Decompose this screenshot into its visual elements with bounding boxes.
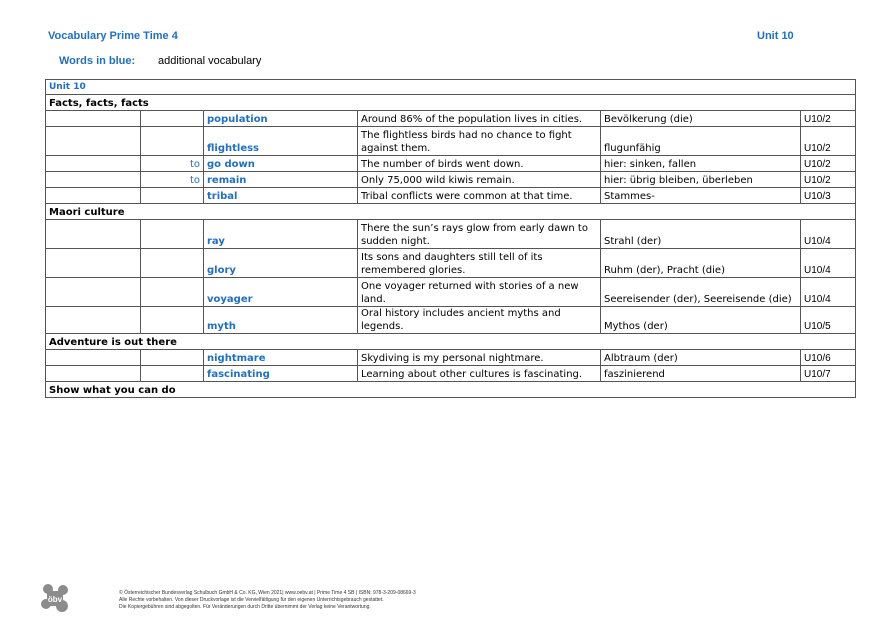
translation: hier: sinken, fallen bbox=[601, 156, 801, 172]
word-prefix bbox=[141, 249, 204, 278]
word-prefix bbox=[141, 111, 204, 127]
word-prefix bbox=[141, 366, 204, 382]
translation: Ruhm (der), Pracht (die) bbox=[601, 249, 801, 278]
translation: Strahl (der) bbox=[601, 220, 801, 249]
vocab-row bbox=[46, 220, 856, 249]
word-prefix: to bbox=[141, 172, 204, 188]
unit-row bbox=[46, 80, 856, 95]
vocabulary-table-body bbox=[46, 80, 856, 398]
blank-cell bbox=[46, 220, 141, 249]
word-prefix bbox=[141, 127, 204, 156]
section-title: Adventure is out there bbox=[46, 334, 856, 350]
vocab-word: ray bbox=[204, 220, 358, 249]
vocab-row bbox=[46, 307, 856, 334]
translation: Mythos (der) bbox=[601, 307, 801, 334]
unit-reference: U10/4 bbox=[801, 249, 856, 278]
blank-cell bbox=[46, 127, 141, 156]
section-row bbox=[46, 382, 856, 398]
unit-label: Unit 10 bbox=[757, 30, 794, 42]
blank-cell bbox=[46, 307, 141, 334]
word-prefix bbox=[141, 307, 204, 334]
section-title: Maori culture bbox=[46, 204, 856, 220]
vocab-word: remain bbox=[204, 172, 358, 188]
translation: Stammes- bbox=[601, 188, 801, 204]
example-sentence: The number of birds went down. bbox=[358, 156, 601, 172]
footer-line: Die Kopiergebühren sind abgegolten. Für Veränderungen durch Dritte übernimmt der Verlag keine Verantwortung. bbox=[119, 604, 371, 610]
example-sentence: The flightless birds had no chance to fight against them. bbox=[358, 127, 601, 156]
unit-reference: U10/4 bbox=[801, 278, 856, 307]
footer-line: Alle Rechte vorbehalten. Von dieser Druckvorlage ist die Vervielfältigung für den eigenen Unterrichtsgebrauch gestattet. bbox=[119, 597, 384, 603]
vocab-word: fascinating bbox=[204, 366, 358, 382]
vocab-row bbox=[46, 111, 856, 127]
example-sentence: There the sun’s rays glow from early dawn to sudden night. bbox=[358, 220, 601, 249]
unit-reference: U10/3 bbox=[801, 188, 856, 204]
vocab-word: glory bbox=[204, 249, 358, 278]
blank-cell bbox=[46, 366, 141, 382]
blank-cell bbox=[46, 350, 141, 366]
vocab-row bbox=[46, 249, 856, 278]
vocab-word: go down bbox=[204, 156, 358, 172]
translation: hier: übrig bleiben, überleben bbox=[601, 172, 801, 188]
translation: Bevölkerung (die) bbox=[601, 111, 801, 127]
section-row bbox=[46, 334, 856, 350]
translation: Seereisender (der), Seereisende (die) bbox=[601, 278, 801, 307]
blank-cell bbox=[46, 249, 141, 278]
unit-reference: U10/6 bbox=[801, 350, 856, 366]
legend-key: Words in blue: bbox=[59, 55, 136, 67]
table-unit-label: Unit 10 bbox=[46, 80, 856, 95]
section-row bbox=[46, 204, 856, 220]
vocab-row bbox=[46, 156, 856, 172]
example-sentence: Oral history includes ancient myths and legends. bbox=[358, 307, 601, 334]
page-title: Vocabulary Prime Time 4 bbox=[48, 30, 178, 42]
translation: faszinierend bbox=[601, 366, 801, 382]
logo-text: öbv bbox=[47, 595, 63, 604]
word-prefix bbox=[141, 188, 204, 204]
example-sentence: Skydiving is my personal nightmare. bbox=[358, 350, 601, 366]
unit-reference: U10/5 bbox=[801, 307, 856, 334]
vocab-word: population bbox=[204, 111, 358, 127]
footer-copyright bbox=[119, 590, 416, 611]
legend-value: additional vocabulary bbox=[158, 55, 262, 67]
unit-reference: U10/7 bbox=[801, 366, 856, 382]
vocab-word: flightless bbox=[204, 127, 358, 156]
blank-cell bbox=[46, 278, 141, 307]
example-sentence: One voyager returned with stories of a new land. bbox=[358, 278, 601, 307]
vocabulary-table bbox=[45, 79, 856, 398]
section-title: Facts, facts, facts bbox=[46, 95, 856, 111]
unit-reference: U10/2 bbox=[801, 156, 856, 172]
blank-cell bbox=[46, 111, 141, 127]
vocab-word: nightmare bbox=[204, 350, 358, 366]
translation: Albtraum (der) bbox=[601, 350, 801, 366]
example-sentence: Around 86% of the population lives in cities. bbox=[358, 111, 601, 127]
publisher-logo-icon bbox=[38, 581, 72, 615]
vocab-row bbox=[46, 350, 856, 366]
vocab-row bbox=[46, 278, 856, 307]
word-prefix bbox=[141, 350, 204, 366]
example-sentence: Its sons and daughters still tell of its remembered glories. bbox=[358, 249, 601, 278]
footer-line: © Österreichischer Bundesverlag Schulbuch GmbH & Co. KG, Wien 2021| www.oebv.at | Prime Time 4 SB | ISBN: 978-3-209-08669-3 bbox=[119, 590, 416, 596]
unit-reference: U10/2 bbox=[801, 111, 856, 127]
vocab-row bbox=[46, 127, 856, 156]
section-row bbox=[46, 95, 856, 111]
example-sentence: Only 75,000 wild kiwis remain. bbox=[358, 172, 601, 188]
vocab-word: tribal bbox=[204, 188, 358, 204]
vocab-row bbox=[46, 366, 856, 382]
word-prefix bbox=[141, 220, 204, 249]
unit-reference: U10/2 bbox=[801, 172, 856, 188]
blank-cell bbox=[46, 188, 141, 204]
vocab-word: myth bbox=[204, 307, 358, 334]
vocab-word: voyager bbox=[204, 278, 358, 307]
unit-reference: U10/4 bbox=[801, 220, 856, 249]
word-prefix: to bbox=[141, 156, 204, 172]
translation: flugunfähig bbox=[601, 127, 801, 156]
example-sentence: Tribal conflicts were common at that time. bbox=[358, 188, 601, 204]
word-prefix bbox=[141, 278, 204, 307]
vocab-row bbox=[46, 188, 856, 204]
unit-reference: U10/2 bbox=[801, 127, 856, 156]
section-title: Show what you can do bbox=[46, 382, 856, 398]
example-sentence: Learning about other cultures is fascinating. bbox=[358, 366, 601, 382]
vocab-row bbox=[46, 172, 856, 188]
blank-cell bbox=[46, 156, 141, 172]
blank-cell bbox=[46, 172, 141, 188]
